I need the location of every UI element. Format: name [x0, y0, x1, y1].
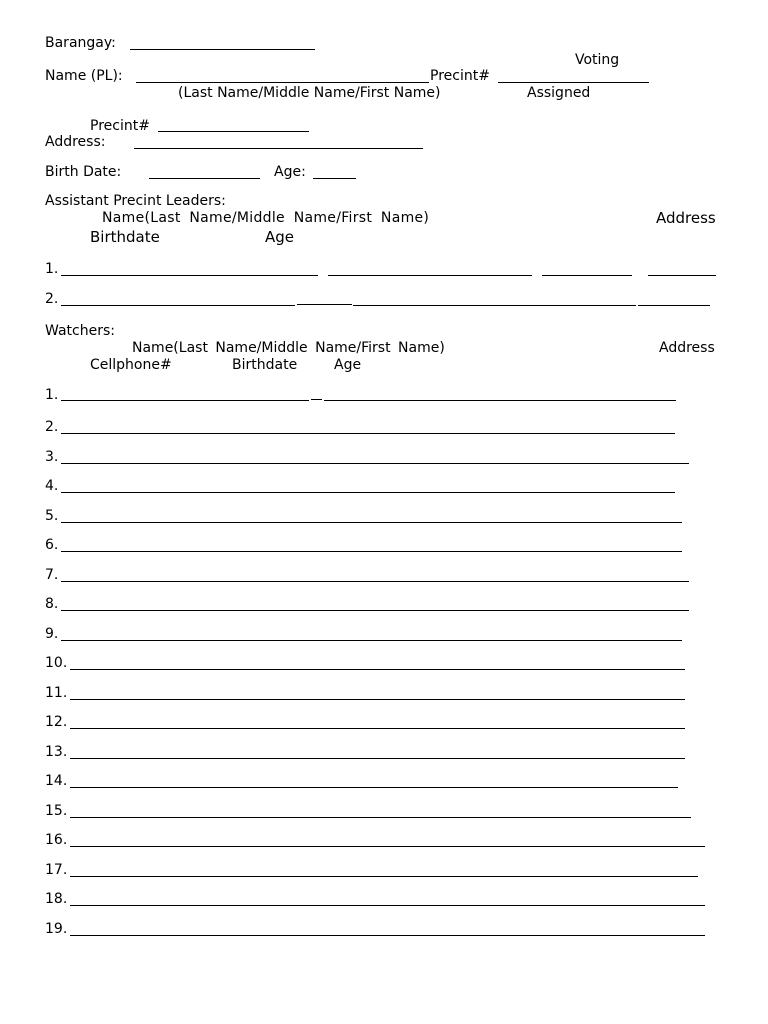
watcher-row-field[interactable]	[61, 463, 689, 464]
address-label: Address:	[45, 134, 106, 150]
name-pl-field[interactable]	[136, 82, 429, 83]
watcher-row-field[interactable]	[70, 817, 691, 818]
watcher-row-number: 4.	[45, 478, 59, 494]
watcher-row-field[interactable]	[70, 935, 705, 936]
watchers-col-address: Address	[659, 340, 715, 356]
assistant-col-address: Address	[656, 209, 716, 227]
watcher-row-number: 2.	[45, 419, 59, 435]
watcher-row-number: 8.	[45, 596, 59, 612]
watcher-row-number: 7.	[45, 567, 59, 583]
assistant-row2-address-field[interactable]	[353, 305, 636, 306]
watcher-row-field[interactable]	[61, 610, 689, 611]
watcher-row-field[interactable]	[70, 846, 705, 847]
address-field[interactable]	[134, 148, 423, 149]
assistant-row2-gap-field[interactable]	[297, 304, 352, 305]
watcher-row-field[interactable]	[61, 640, 682, 641]
assistant-row2-birthdate-field[interactable]	[638, 305, 710, 306]
assistant-col-name: Name(Last Name/Middle Name/First Name)	[102, 210, 430, 226]
watcher-row-number: 19.	[45, 921, 68, 937]
assistant-row1-name-field[interactable]	[61, 275, 318, 276]
watchers-col-birthdate: Birthdate	[232, 357, 298, 373]
voting-label: Voting	[575, 52, 620, 68]
assigned-label: Assigned	[527, 85, 591, 101]
watcher-row-number: 6.	[45, 537, 59, 553]
watcher-row-number: 1.	[45, 387, 59, 403]
watcher-row-number: 12.	[45, 714, 68, 730]
watcher-row1-address-field[interactable]	[324, 400, 676, 401]
watcher-row-field[interactable]	[61, 581, 689, 582]
watchers-col-name: Name(Last Name/Middle Name/First Name)	[132, 340, 445, 356]
watcher-row-number: 5.	[45, 508, 59, 524]
assistant-row1-address-field[interactable]	[328, 275, 532, 276]
birth-date-field[interactable]	[149, 178, 260, 179]
watcher-row-number: 14.	[45, 773, 68, 789]
age-field[interactable]	[313, 178, 356, 179]
watcher-row-field[interactable]	[70, 876, 698, 877]
watcher-row-number: 13.	[45, 744, 68, 760]
watcher-row-number: 3.	[45, 449, 59, 465]
watcher-row-field[interactable]	[70, 758, 685, 759]
watcher-row-field[interactable]	[61, 551, 682, 552]
watcher-row-field[interactable]	[61, 492, 675, 493]
assistant-row1-age-field[interactable]	[648, 275, 716, 276]
precint-field[interactable]	[498, 82, 649, 83]
precint2-field[interactable]	[158, 131, 309, 132]
watcher-row-number: 10.	[45, 655, 68, 671]
name-pl-label: Name (PL):	[45, 68, 123, 84]
barangay-field[interactable]	[130, 49, 315, 50]
name-hint: (Last Name/Middle Name/First Name)	[178, 85, 441, 101]
watchers-col-cellphone: Cellphone#	[90, 357, 172, 373]
watcher-row1-name-field[interactable]	[61, 400, 309, 401]
watcher-row-field[interactable]	[70, 905, 705, 906]
watcher-row-number: 11.	[45, 685, 68, 701]
precint-label: Precint#	[430, 68, 490, 84]
assistant-col-birthdate: Birthdate	[90, 228, 160, 246]
precint2-label: Precint#	[90, 118, 150, 134]
watcher-row-field[interactable]	[61, 522, 682, 523]
barangay-label: Barangay:	[45, 35, 116, 51]
assistant-col-age: Age	[265, 228, 295, 246]
watcher-row-field[interactable]	[70, 699, 685, 700]
watcher-row-field[interactable]	[70, 669, 685, 670]
watchers-title: Watchers:	[45, 323, 115, 339]
assistant-title: Assistant Precint Leaders:	[45, 193, 226, 209]
watcher-row-number: 18.	[45, 891, 68, 907]
watcher-row-field[interactable]	[70, 728, 685, 729]
watcher-row1-gap-field[interactable]	[311, 399, 322, 400]
watcher-row-number: 16.	[45, 832, 68, 848]
age-label: Age:	[274, 164, 306, 180]
watcher-row-number: 15.	[45, 803, 68, 819]
watcher-row-field[interactable]	[70, 787, 678, 788]
watchers-col-age: Age	[334, 357, 362, 373]
watcher-row-field[interactable]	[61, 433, 675, 434]
watcher-row-number: 17.	[45, 862, 68, 878]
assistant-row2-name-field[interactable]	[61, 305, 295, 306]
assistant-row-number: 2.	[45, 291, 59, 307]
watcher-row-number: 9.	[45, 626, 59, 642]
birth-date-label: Birth Date:	[45, 164, 122, 180]
assistant-row-number: 1.	[45, 261, 59, 277]
assistant-row1-birthdate-field[interactable]	[542, 275, 632, 276]
